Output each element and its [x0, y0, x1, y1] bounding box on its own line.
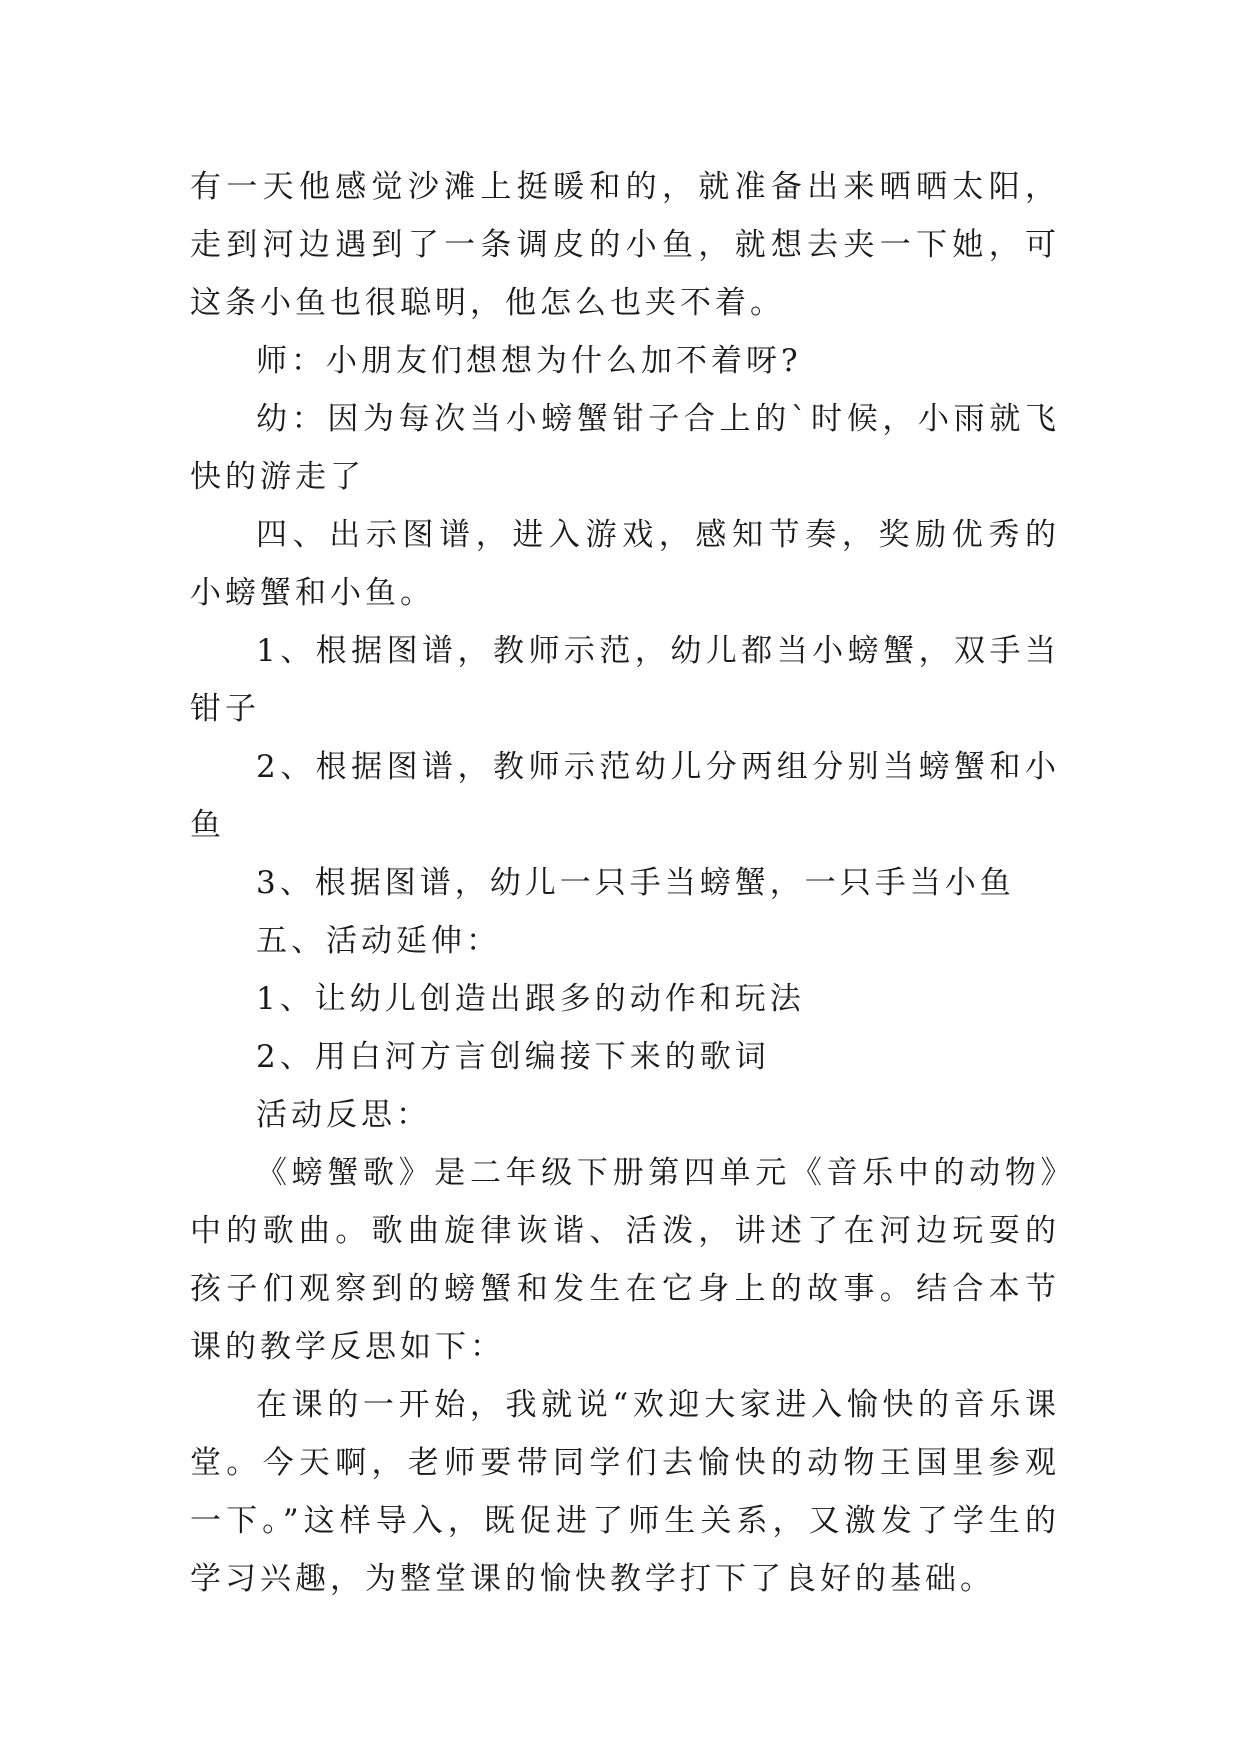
paragraph-7: 3、根据图谱，幼儿一只手当螃蟹，一只手当小鱼	[256, 865, 1015, 901]
paragraph-1: 有一天他感觉沙滩上挺暖和的，就准备出来晒晒太阳，走到河边遇到了一条调皮的小鱼，就想去夹一下她，可这条小鱼也很聪明，他怎么也夹不着。	[190, 169, 1060, 321]
paragraph-3: 幼：因为每次当小螃蟹钳子合上的`时候，小雨就飞快的游走了	[190, 401, 1060, 495]
paragraph-12: 《螃蟹歌》是二年级下册第四单元《音乐中的动物》中的歌曲。歌曲旋律诙谐、活泼，讲述了在河边玩耍的孩子们观察到的螃蟹和发生在它身上的故事。结合本节课的教学反思如下：	[190, 1155, 1060, 1365]
document-body	[190, 158, 1060, 1608]
paragraph-13: 在课的一开始，我就说“欢迎大家进入愉快的音乐课堂。今天啊，老师要带同学们去愉快的动物王国里参观一下。”这样导入，既促进了师生关系，又激发了学生的学习兴趣，为整堂课的愉快教学打下了良好的基础。	[190, 1387, 1060, 1597]
paragraph-9: 1、让幼儿创造出跟多的动作和玩法	[256, 981, 805, 1017]
paragraph-10: 2、用白河方言创编接下来的歌词	[256, 1039, 770, 1075]
paragraph-11: 活动反思：	[256, 1097, 431, 1133]
paragraph-8: 五、活动延伸：	[256, 923, 501, 959]
paragraph-4: 四、出示图谱，进入游戏，感知节奏，奖励优秀的小螃蟹和小鱼。	[190, 517, 1060, 611]
paragraph-6: 2、根据图谱，教师示范幼儿分两组分别当螃蟹和小鱼	[190, 749, 1060, 843]
paragraph-2: 师：小朋友们想想为什么加不着呀?	[256, 343, 802, 379]
paragraph-5: 1、根据图谱，教师示范，幼儿都当小螃蟹，双手当钳子	[190, 633, 1060, 727]
